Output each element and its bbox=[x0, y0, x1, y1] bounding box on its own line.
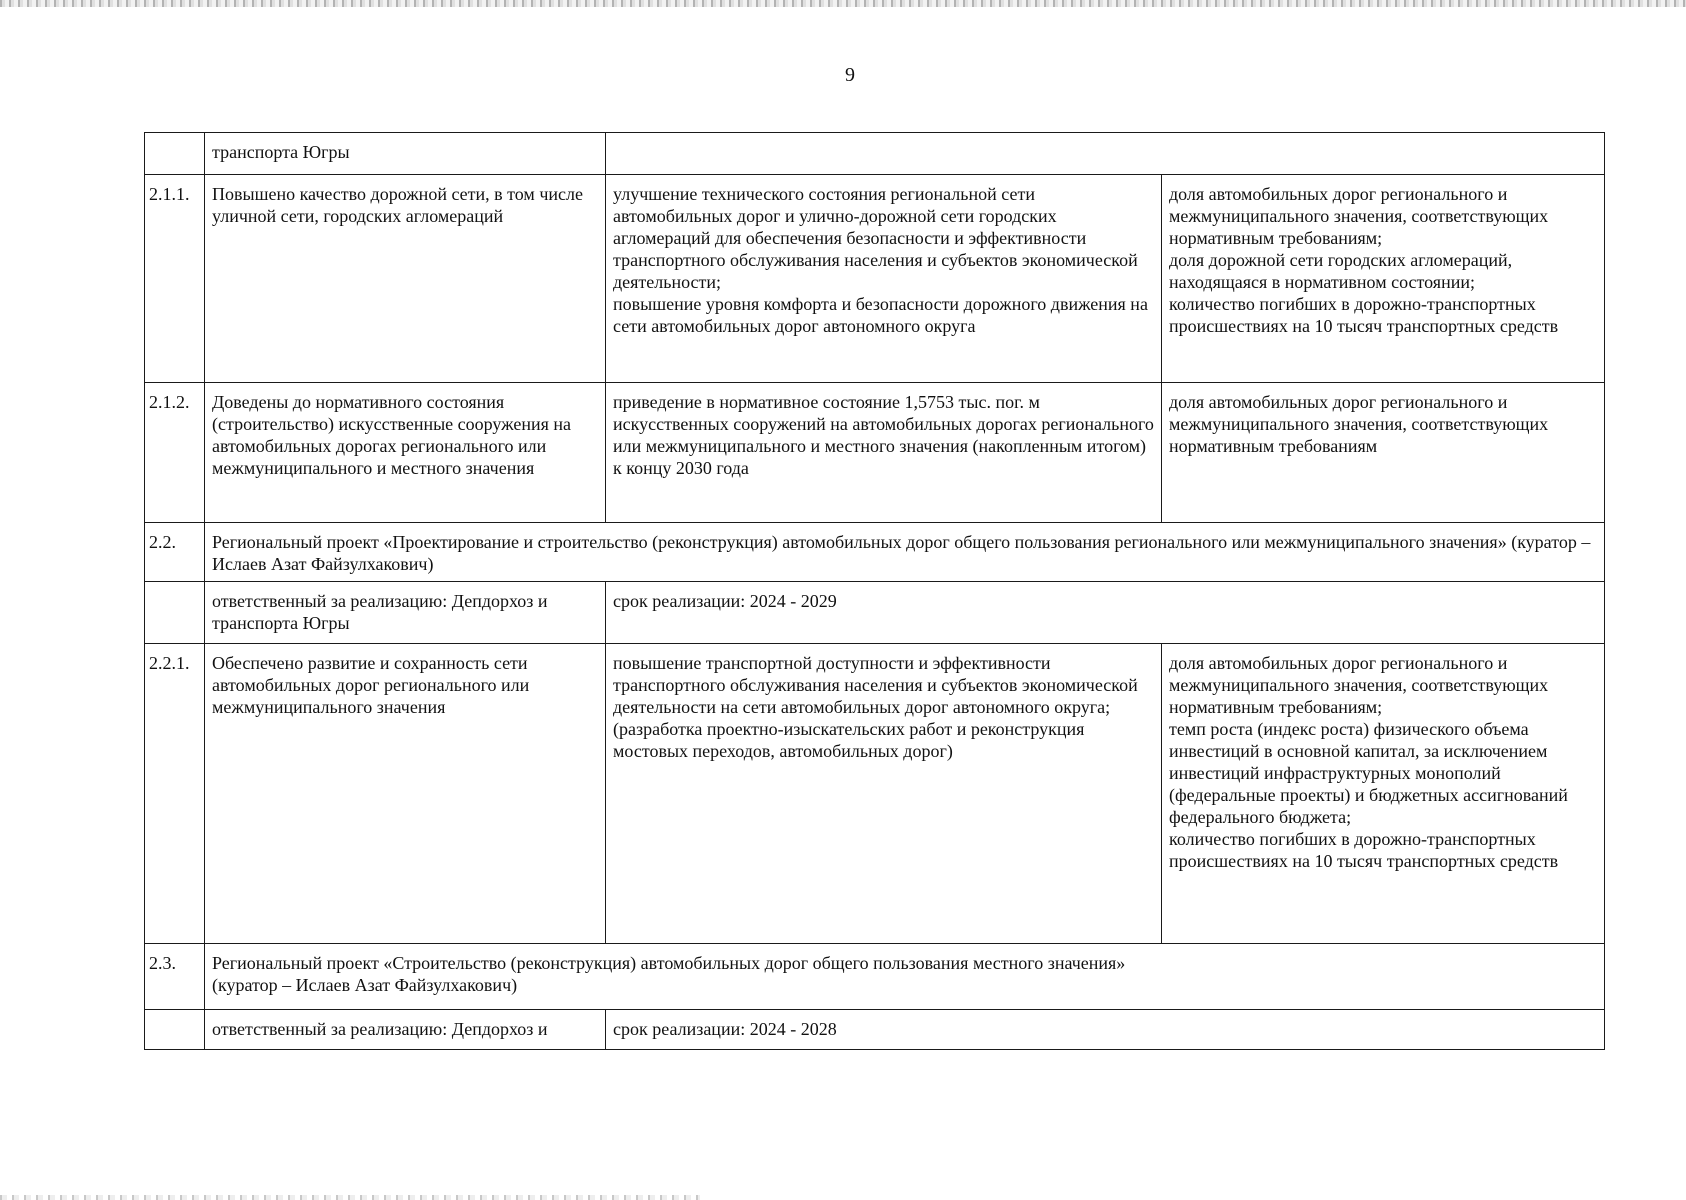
page-number: 9 bbox=[845, 64, 855, 86]
row-number-cell: 2.1.2. bbox=[145, 383, 205, 523]
responsible-continuation-cell: транспорта Югры bbox=[205, 133, 606, 175]
row-number-cell bbox=[145, 1010, 205, 1050]
table-row bbox=[145, 523, 1605, 582]
result-name-cell: Повышено качество дорожной сети, в том числе уличной сети, городских агломераций bbox=[205, 175, 606, 383]
effect-cell: приведение в нормативное состояние 1,5753 тыс. пог. м искусственных сооружений на автомобильных дорогах регионального или межмуниципального и местного значения (накопленным итогом) к концу 2030 года bbox=[606, 383, 1162, 523]
indicators-cell: доля автомобильных дорог регионального и межмуниципального значения, соответствующих нормативным требованиям; доля дорожной сети городских агломераций, находящаяся в нормативном состоянии; количество погибших в дорожно-транспортных происшествиях на 10 тысяч транспортных средств bbox=[1162, 175, 1605, 383]
empty-span-cell bbox=[606, 133, 1605, 175]
table-row bbox=[145, 582, 1605, 644]
indicators-cell: доля автомобильных дорог регионального и межмуниципального значения, соответствующих нормативным требованиям bbox=[1162, 383, 1605, 523]
regional-project-cell: Региональный проект «Строительство (реконструкция) автомобильных дорог общего пользования местного значения» (куратор – Ислаев Азат Файзулхакович) bbox=[205, 944, 1605, 1010]
table-row bbox=[145, 1010, 1605, 1050]
responsible-cell: ответственный за реализацию: Депдорхоз и bbox=[205, 1010, 606, 1050]
row-number-cell bbox=[145, 133, 205, 175]
regional-project-cell: Региональный проект «Проектирование и строительство (реконструкция) автомобильных дорог общего пользования регионального или межмуниципального значения» (куратор – Ислаев Азат Файзулхакович) bbox=[205, 523, 1605, 582]
responsible-cell: ответственный за реализацию: Депдорхоз и транспорта Югры bbox=[205, 582, 606, 644]
term-cell: срок реализации: 2024 - 2029 bbox=[606, 582, 1605, 644]
table-row bbox=[145, 383, 1605, 523]
table-row bbox=[145, 944, 1605, 1010]
table-row bbox=[145, 175, 1605, 383]
result-name-cell: Доведены до нормативного состояния (строительство) искусственные сооружения на автомобильных дорогах регионального или межмуниципального и местного значения bbox=[205, 383, 606, 523]
effect-cell: повышение транспортной доступности и эффективности транспортного обслуживания населения и субъектов экономической деятельности на сети автомобильных дорог автономного округа; (разработка проектно-изыскательских работ и реконструкция мостовых переходов, автомобильных дорог) bbox=[606, 644, 1162, 944]
row-number-cell: 2.1.1. bbox=[145, 175, 205, 383]
result-name-cell: Обеспечено развитие и сохранность сети автомобильных дорог регионального или межмуниципального значения bbox=[205, 644, 606, 944]
scan-edge-top bbox=[0, 0, 1686, 7]
row-number-cell bbox=[145, 582, 205, 644]
effect-cell: улучшение технического состояния региональной сети автомобильных дорог и улично-дорожной сети городских агломераций для обеспечения безопасности и эффективности транспортного обслуживания населения и субъектов экономической деятельности; повышение уровня комфорта и безопасности дорожного движения на сети автомобильных дорог автономного округа bbox=[606, 175, 1162, 383]
measures-table bbox=[144, 132, 1605, 1050]
term-cell: срок реализации: 2024 - 2028 bbox=[606, 1010, 1605, 1050]
table-row bbox=[145, 133, 1605, 175]
row-number-cell: 2.2.1. bbox=[145, 644, 205, 944]
row-number-cell: 2.2. bbox=[145, 523, 205, 582]
indicators-cell: доля автомобильных дорог регионального и межмуниципального значения, соответствующих нормативным требованиям; темп роста (индекс роста) физического объема инвестиций в основной капитал, за исключением инвестиций инфраструктурных монополий (федеральные проекты) и бюджетных ассигнований федерального бюджета; количество погибших в дорожно-транспортных происшествиях на 10 тысяч транспортных средств bbox=[1162, 644, 1605, 944]
row-number-cell: 2.3. bbox=[145, 944, 205, 1010]
table-row bbox=[145, 644, 1605, 944]
scan-edge-bottom bbox=[0, 1195, 700, 1200]
